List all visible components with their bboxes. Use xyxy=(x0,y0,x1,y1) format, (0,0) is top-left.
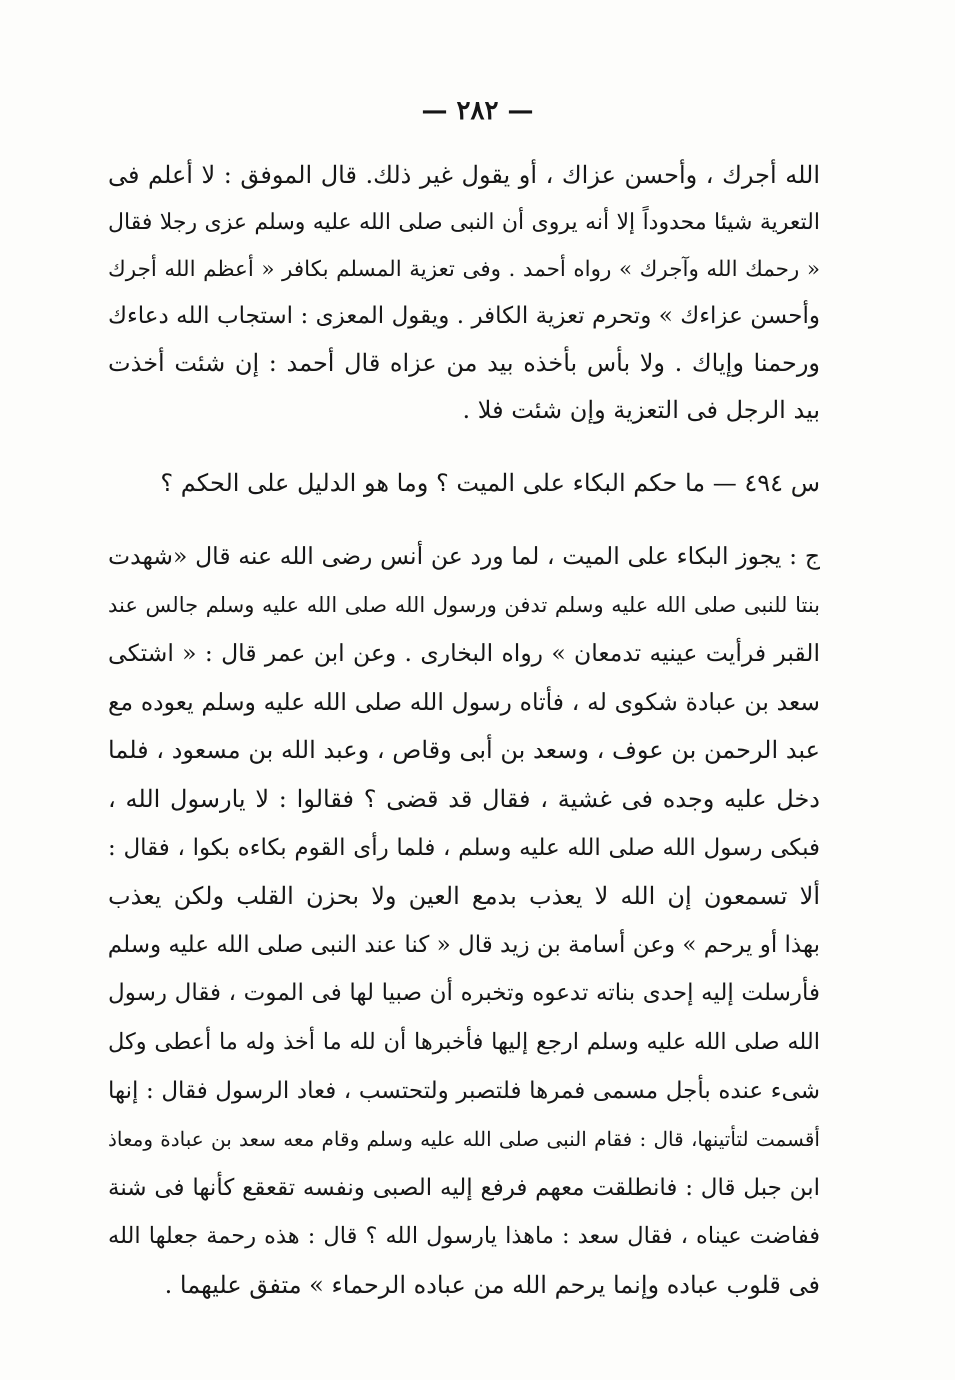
text-line: الله أجرك ، وأحسن عزاك ، أو يقول غير ذلك. قال الموفق : لا أعلم فى xyxy=(108,161,820,189)
text-line: ابن جبل قال : فانطلقت معهم فرفع إليه الصبى ونفسه تقعقع كأنها فى شنة xyxy=(108,1174,820,1201)
paragraph-condolence xyxy=(108,152,820,434)
paragraph-answer xyxy=(108,532,820,1310)
text-line: فى قلوب عباده وإنما يرحم الله من عباده الرحماء » متفق عليهما . xyxy=(164,1270,820,1299)
question-heading xyxy=(108,460,820,507)
text-line: ج : يجوز البكاء على الميت ، لما ورد عن أنس رضى الله عنه قال «شهدت xyxy=(108,542,820,570)
text-line: فبكى رسول الله صلى الله عليه وسلم ، فلما رأى القوم بكاءه بكوا ، فقال : xyxy=(108,834,820,861)
page-number: — ٢٨٢ — xyxy=(421,96,534,126)
question-text: س ٤٩٤ — ما حكم البكاء على الميت ؟ وما هو الدليل على الحكم ؟ xyxy=(160,469,820,497)
text-line: التعرية شيئا محدوداً إلا أنه يروى أن النبى صلى الله عليه وسلم عزى رجلا فقال xyxy=(108,210,820,235)
text-line: سعد بن عبادة شكوى له ، فأتاه رسول الله صلى الله عليه وسلم يعوده مع xyxy=(108,687,820,716)
text-line: ورحمنا وإياك . ولا بأس بأخذه بيد من عزاه قال أحمد : إن شئت أخذت xyxy=(108,349,820,377)
text-line: ألا تسمعون إن الله لا يعذب بدمع العين ولا بحزن القلب ولكن يعذب xyxy=(108,882,820,911)
text-line: عبد الرحمن بن عوف ، وسعد بن أبى وقاص ، وعبد الله بن مسعود ، فلما xyxy=(108,736,820,765)
text-line: فأرسلت إليه إحدى بناته تدعوه وتخبره أن صبيا لها فى الموت ، فقال رسول xyxy=(108,980,820,1007)
text-line: بنتا للنبى صلى الله عليه وسلم تدفن ورسول الله صلى الله عليه وسلم جالس عند xyxy=(108,592,820,617)
text-line: ففاضت عيناه ، فقال سعد : ماهذا يارسول الله ؟ قال : هذه رحمة جعلها الله xyxy=(108,1223,820,1250)
text-line: الله صلى الله عليه وسلم ارجع إليها فأخبرها أن لله ما أخذ وله ما أعطى وكل xyxy=(108,1028,820,1055)
text-line: بيد الرجل فى التعزية وإن شئت فلا . xyxy=(462,396,820,424)
text-line: أقسمت لتأتينها، قال : فقام النبى صلى الله عليه وسلم وقام معه سعد بن عبادة ومعاذ xyxy=(108,1127,820,1152)
text-line: بهذا أو يرحم » وعن أسامة بن زيد قال « كنا عند النبى صلى الله عليه وسلم xyxy=(108,931,820,958)
text-line: وأحسن عزاءك » وتحرم تعزية الكافر . ويقول المعزى : استجاب الله دعاءك xyxy=(108,303,820,329)
text-line: دخل عليه وجده فى غشية ، فقال قد قضى ؟ فقالوا : لا يارسول الله ، xyxy=(108,784,820,813)
text-line: « رحمك الله وآجرك » رواه أحمد . وفى تعزية المسلم بكافر « أعظم الله أجرك xyxy=(108,257,820,282)
text-line: القبر فرأيت عينيه تدمعان » رواه البخارى . وعن ابن عمر قال : « اشتكى xyxy=(108,639,820,668)
text-line: شىء عنده بأجل مسمى فمرها فلتصبر ولتحتسب ، فعاد الرسول فقال : إنها xyxy=(108,1077,820,1104)
